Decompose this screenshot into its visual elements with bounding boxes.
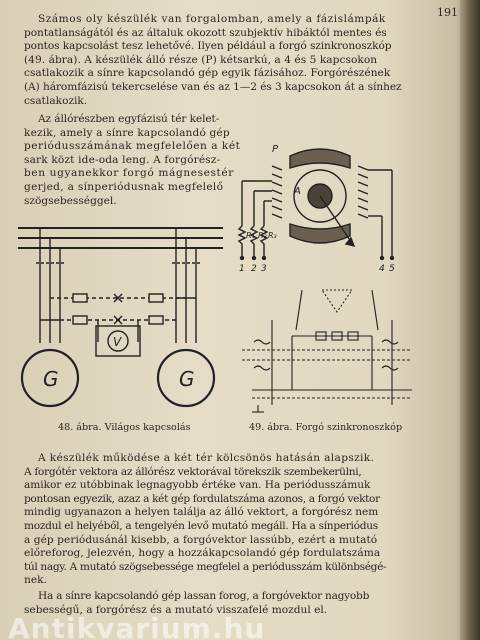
text-line: pontosan egyezik, azaz a két gép fordulatszáma azonos, a forgó vektor	[24, 492, 380, 505]
generator-left-label: G	[43, 367, 59, 391]
text-line: sebességű, a forgórész és a mutató visszafelé mozdul el.	[24, 603, 328, 616]
book-spine-shadow	[460, 0, 480, 640]
text-line: csatlakozik.	[24, 94, 88, 107]
figure-48-diagram	[18, 218, 228, 418]
text-line: Ha a sínre kapcsolandó gép lassan forog, a forgóvektor nagyobb	[38, 590, 370, 602]
resistor-1-label: R₁	[246, 231, 255, 240]
text-line: (49. ábra). A készülék álló része (P) kétsarkú, a 4 és 5 kapcsokon	[24, 53, 378, 66]
terminal-1-label: 1	[239, 264, 245, 274]
text-line: A készülék működése a két tér kölcsönös hatásán alapszik.	[38, 452, 375, 464]
text-line: pontatlanságától és az általuk okozott szubjektív hibáktól mentes és	[24, 26, 387, 39]
text-line: szögsebességgel.	[24, 194, 117, 207]
generator-right-label: G	[179, 367, 195, 391]
text-line: előreforog, jelezvén, hogy a hozzákapcsolandó gép fordulatszáma	[24, 547, 381, 560]
text-line: ben ugyanekkor forgó mágnesestér	[24, 167, 234, 180]
text-line: a gép periódusánál kisebb, a forgóvektor lassúbb, ezért a mutató	[24, 533, 378, 546]
figure-49-caption: 49. ábra. Forgó szinkronoszkóp	[249, 422, 403, 433]
voltmeter-label: V	[113, 335, 122, 349]
terminal-5-label: 5	[389, 264, 395, 274]
resistor-3-label: R₃	[268, 231, 277, 240]
text-line: sark közt ide-oda leng. A forgórész-	[24, 153, 221, 166]
text-line: (A) háromfázisú tekercselése van és az 1—2 és 3 kapcsokon át a sínhez	[24, 80, 402, 93]
text-line: Számos oly készülék van forgalomban, amely a fázislámpák	[38, 13, 386, 25]
text-line: gerjed, a sínperiódusnak megfelelő	[24, 180, 224, 193]
figure-48-caption: 48. ábra. Világos kapcsolás	[58, 422, 191, 433]
rotor-label: A	[294, 186, 301, 197]
body-paragraph	[24, 452, 386, 588]
terminal-3-label: 3	[261, 264, 267, 274]
text-line: A forgótér vektora az állórész vektorával törekszik szembekerülni,	[24, 465, 362, 478]
watermark-text: Antikvarium.hu	[8, 612, 266, 640]
terminal-4-label: 4	[379, 264, 385, 274]
text-line: nek.	[24, 574, 47, 587]
text-line: pontos kapcsolást tesz lehetővé. Ilyen például a forgó szinkronoszkóp	[24, 40, 392, 53]
stator-label: P	[272, 144, 279, 155]
figure-49-wiring	[232, 280, 422, 418]
narrow-paragraph	[24, 113, 240, 208]
resistor-2-label: R₂	[258, 231, 267, 240]
terminal-2-label: 2	[251, 264, 257, 274]
text-line: csatlakozik a sínre kapcsolandó gép egyik fázisához. Forgórészének	[24, 67, 391, 80]
text-line: mozdul el helyéből, a tengelyén levő mutató megáll. Ha a sínperiódus	[24, 519, 378, 532]
text-line: periódusszámának megfelelően a két	[24, 140, 241, 153]
text-line: Az állórészben egyfázisú tér kelet-	[38, 113, 220, 125]
text-line: mindig ugyanazon a helyen találja az álló vektort, a forgórész nem	[24, 506, 379, 519]
text-line: kezik, amely a sínre kapcsolandó gép	[24, 126, 230, 139]
figure-49-synchronoscope	[232, 136, 420, 276]
page-number: 191	[437, 6, 458, 19]
text-line: túl nagy. A mutató szögsebessége megfelel a periódusszám különbségé-	[24, 560, 387, 573]
text-line: amikor ez utóbbinak legnagyobb értéke van. Ha periódusszámuk	[24, 479, 371, 492]
intro-paragraph	[24, 13, 402, 108]
